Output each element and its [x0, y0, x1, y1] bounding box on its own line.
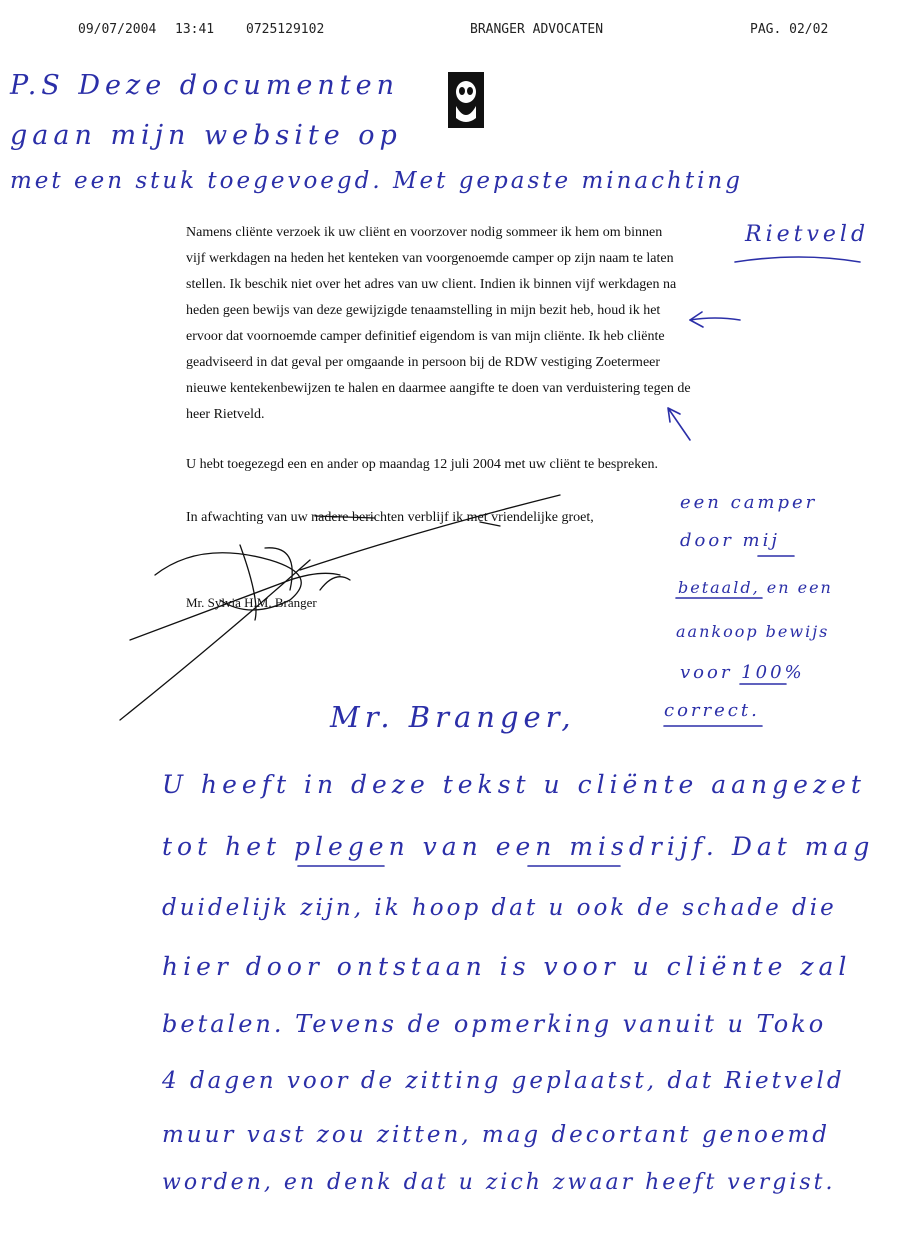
body-line: geadviseerd in dat geval per omgaande in persoon bij de RDW vestiging Zoetermeer	[186, 355, 661, 370]
fax-date: 09/07/2004	[78, 22, 157, 37]
body-line: nieuwe kentekenbewijzen te halen en daarmee aangifte te doen van verduistering tegen de	[186, 381, 691, 396]
ps-line-2: gaan mijn website op	[10, 120, 402, 151]
ps-line-1: P.S Deze documenten	[10, 70, 400, 101]
hand-body-line: hier door ontstaan is voor u cliënte zal	[162, 952, 852, 981]
hand-body-line: worden, en denk dat u zich zwaar heeft vergist.	[162, 1170, 836, 1195]
margin-line: voor 100%	[680, 662, 805, 683]
hand-body-line: U heeft in deze tekst u cliënte aangezet	[162, 770, 866, 799]
letter-paragraph-2: U hebt toegezegd een en ander op maandag 12 juli 2004 met uw cliënt te bespreken.	[186, 457, 658, 472]
hand-body-line: tot het plegen van een misdrijf. Dat mag	[162, 832, 875, 861]
body-line: stellen. Ik beschik niet over het adres van uw client. Indien ik binnen vijf werkdagen na	[186, 277, 677, 292]
letter-body	[186, 220, 746, 428]
fax-header	[0, 22, 900, 42]
greeting: Mr. Branger,	[330, 700, 576, 734]
body-line: vijf werkdagen na heden het kenteken van voorgenoemde camper op zijn naam te laten	[186, 251, 674, 266]
fax-sender: BRANGER ADVOCATEN	[470, 22, 604, 37]
fax-page: PAG. 02/02	[750, 22, 829, 37]
letter-closing: In afwachting van uw nadere berichten verblijf ik met vriendelijke groet,	[186, 510, 594, 525]
hand-body-line: 4 dagen voor de zitting geplaatst, dat Rietveld	[162, 1068, 845, 1094]
fax-phone: 0725129102	[246, 22, 325, 37]
margin-line: een camper	[680, 492, 818, 513]
branger-logo-icon	[448, 72, 484, 128]
margin-line: aankoop bewijs	[676, 622, 830, 641]
body-line: Namens cliënte verzoek ik uw cliënt en voorzover nodig sommeer ik hem om binnen	[186, 225, 663, 240]
margin-line: correct.	[664, 700, 760, 721]
hand-body-line: betalen. Tevens de opmerking vanuit u Toko	[162, 1010, 827, 1038]
margin-line: betaald, en een	[678, 578, 833, 597]
body-line: ervoor dat voornoemde camper definitief eigendom is van mijn cliënte. Ik heb cliënte	[186, 329, 665, 344]
fax-time: 13:41	[175, 22, 215, 37]
signatory-name: Mr. Sylvia H.M. Branger	[186, 595, 317, 610]
hand-body-line: muur vast zou zitten, mag decortant genoemd	[162, 1122, 830, 1148]
hand-body-line: duidelijk zijn, ik hoop dat u ook de schade die	[162, 895, 837, 921]
ps-line-3: met een stuk toegevoegd. Met gepaste minachting	[10, 168, 743, 194]
body-line: heden geen bewijs van deze gewijzigde tenaamstelling in mijn bezit heb, houd ik het	[186, 303, 661, 318]
margin-line: door mij	[680, 530, 780, 551]
side-name-rietveld: Rietveld	[745, 222, 870, 247]
body-line: heer Rietveld.	[186, 407, 265, 422]
rietveld-underline	[735, 257, 860, 262]
